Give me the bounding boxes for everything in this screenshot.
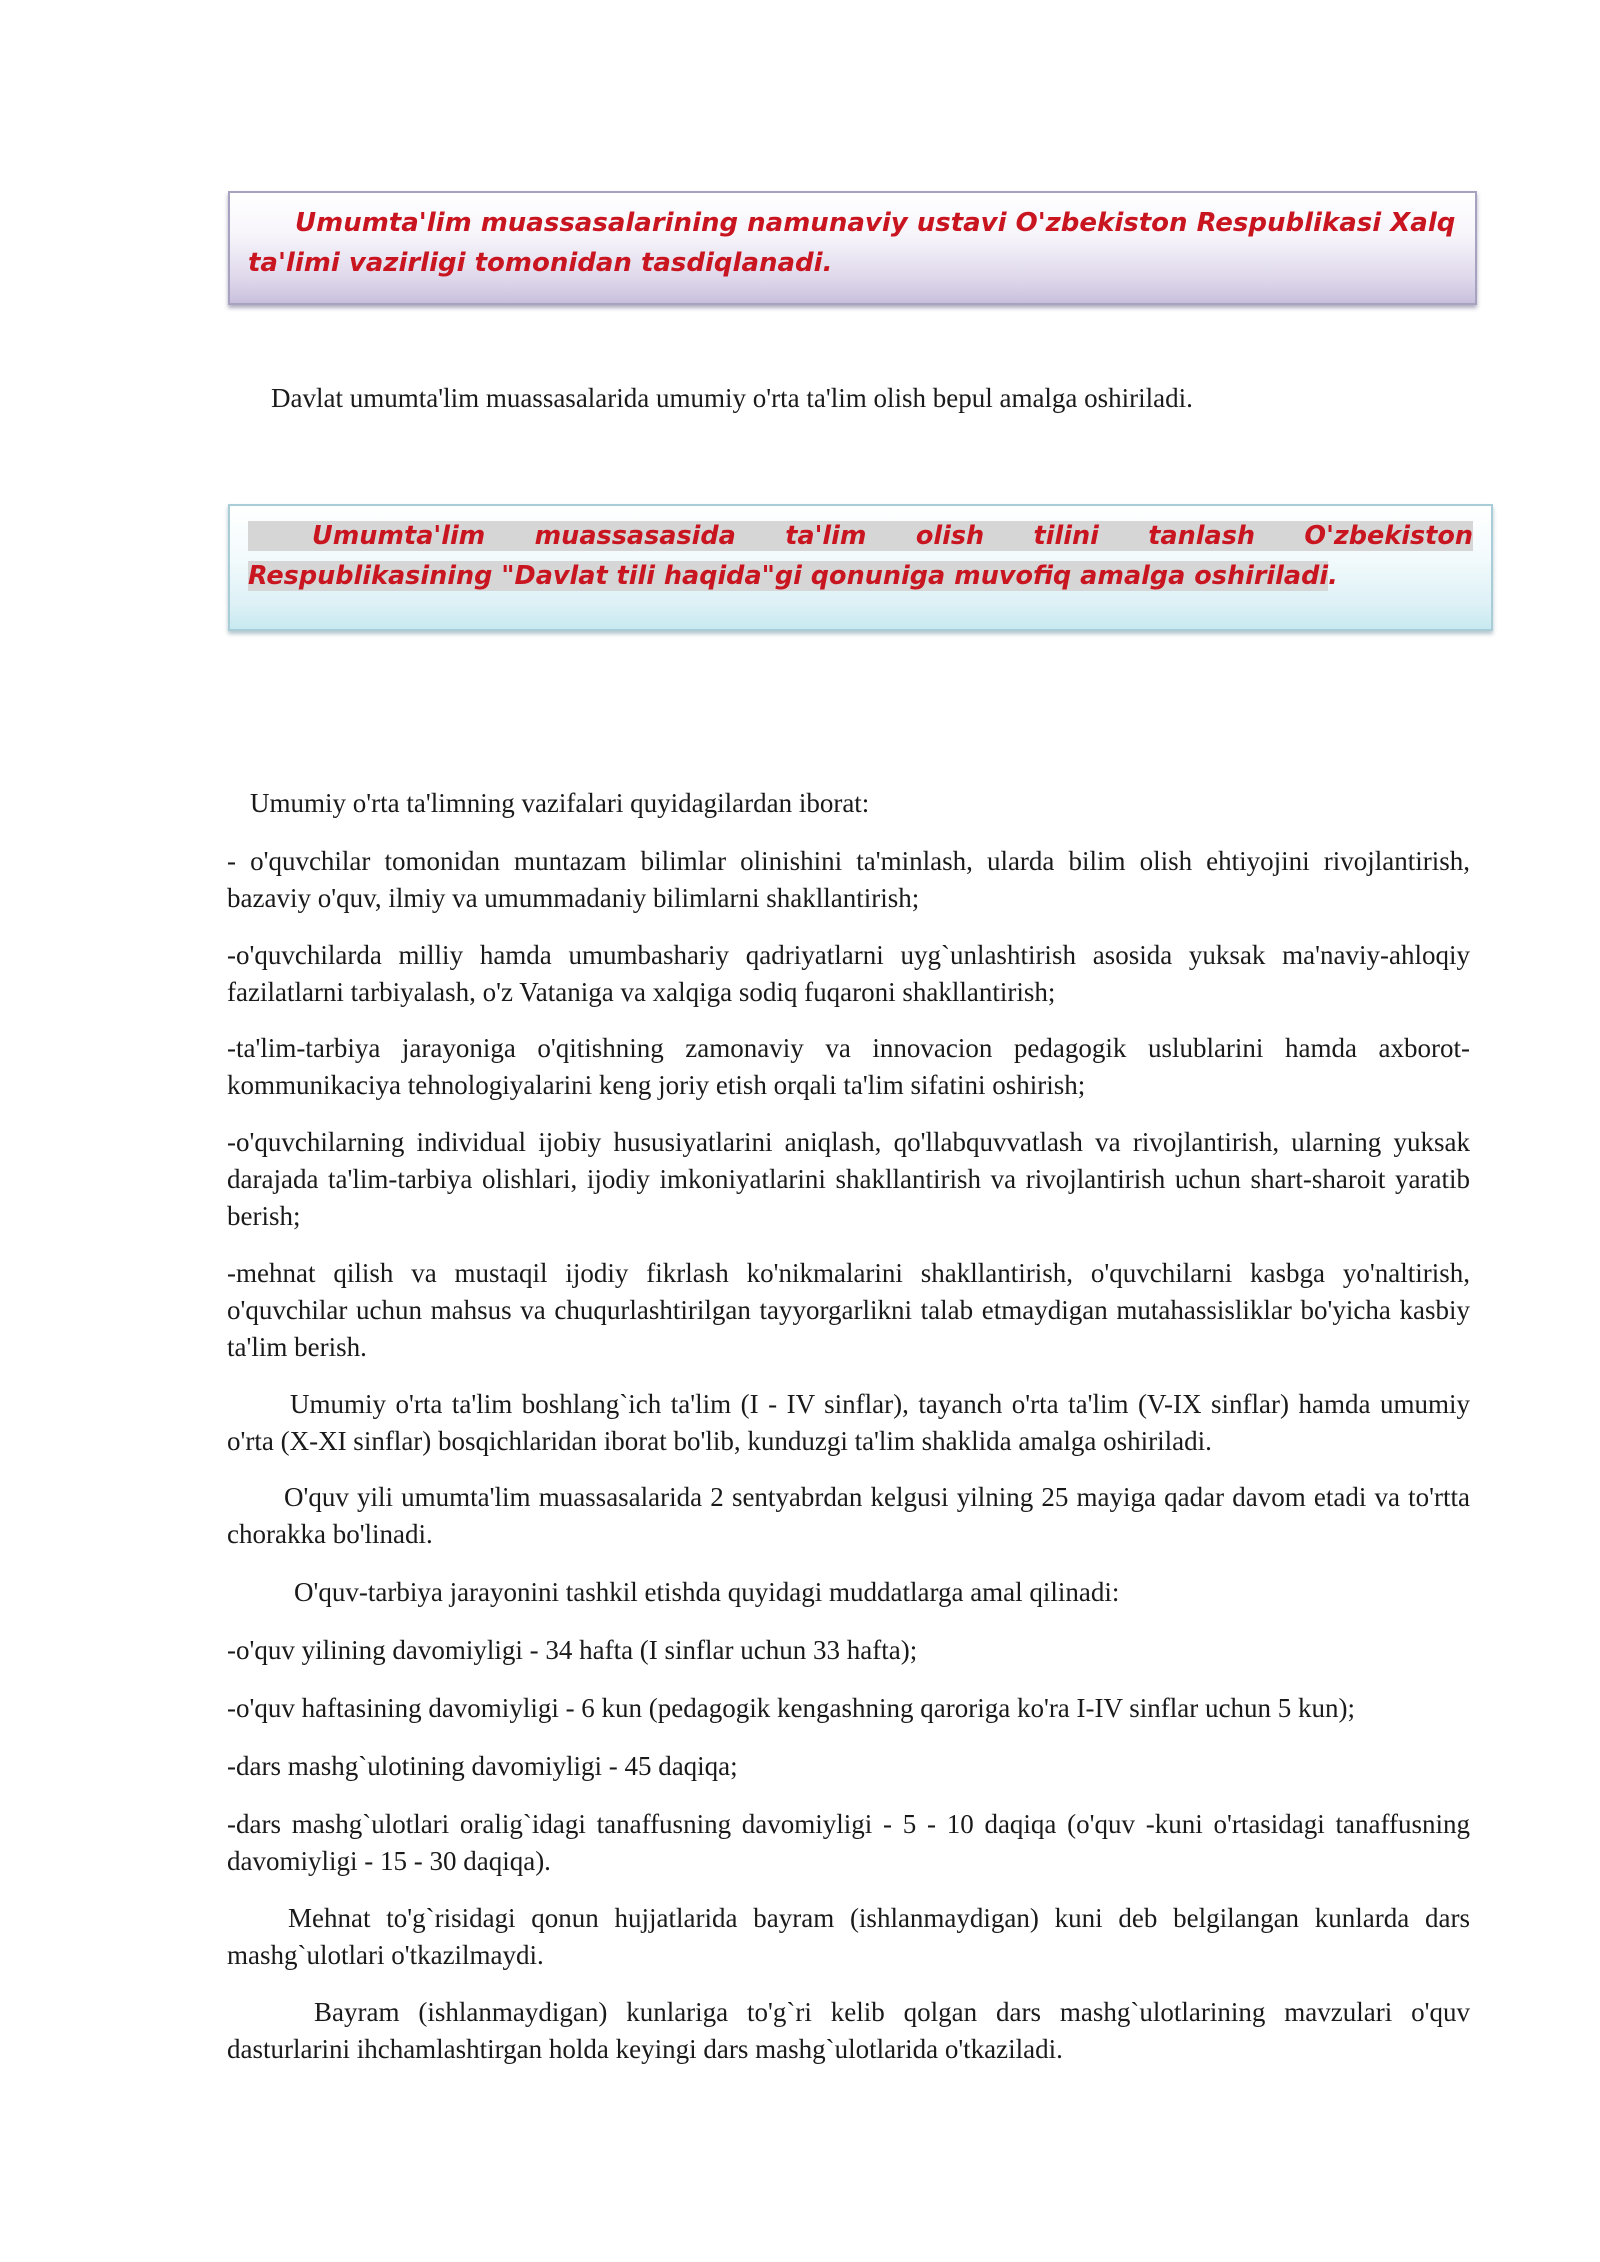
- paragraph-tasks-intro: Umumiy o'rta ta'limning vazifalari quyidagilardan iborat:: [250, 788, 870, 818]
- callout-standard-charter-text: Umumta'lim muassasalarining namunaviy ustavi O'zbekiston Respublikasi Xalq ta'limi vazirligi tomonidan tasdiqlanadi.: [248, 208, 1456, 278]
- list-item-term-1: -o'quv yilining davomiyligi - 34 hafta (I sinflar uchun 33 hafta);: [227, 1635, 918, 1665]
- paragraph-holiday-topics: Bayram (ishlanmaydigan) kunlariga to'g`ri kelib qolgan dars mashg`ulotlarining mavzulari o'quv dasturlarini ihchamlashtirgan holda keyingi dars mashg`ulotlarida o'tkaziladi.: [227, 1997, 1470, 2064]
- list-item-term-4: -dars mashg`ulotlari oralig`idagi tanaffusning davomiyligi - 5 - 10 daqiqa (o'quv -kuni o'rtasidagi tanaffusning davomiyligi - 15 - 30 daqiqa).: [227, 1809, 1470, 1876]
- callout-standard-charter: [228, 191, 1477, 305]
- paragraph-school-year: O'quv yili umumta'lim muassasalarida 2 sentyabrdan kelgusi yilning 25 mayiga qadar davom etadi va to'rtta chorakka bo'linadi.: [227, 1482, 1470, 1549]
- list-item-task-5: -mehnat qilish va mustaqil ijodiy fikrlash ko'nikmalarini shakllantirish, o'quvchilarni kasbga yo'naltirish, o'quvchilar uchun mahsus va chuqurlashtirilgan tayyorgarlikni talab etmaydigan mutahassisliklar bo'yicha kasbiy ta'lim berish.: [227, 1258, 1470, 1362]
- list-item-task-4: -o'quvchilarning individual ijobiy hususiyatlarini aniqlash, qo'llabquvvatlash va rivojlantirish, ularning yuksak darajada ta'lim-tarbiya olishlari, ijodiy imkoniyatlarini shakllantirish va rivojlantirish uchun shart-sharoit yaratib berish;: [227, 1127, 1470, 1231]
- list-item-term-2: -o'quv haftasining davomiyligi - 6 kun (pedagogik kengashning qaroriga ko'ra I-IV sinflar uchun 5 kun);: [227, 1693, 1355, 1723]
- paragraph-free-education: Davlat umumta'lim muassasalarida umumiy o'rta ta'lim olish bepul amalga oshiriladi.: [271, 383, 1193, 413]
- callout-language-choice-text: Umumta'lim muassasasida ta'lim olish tilini tanlash O'zbekiston Respublikasining "Davlat tili haqida"gi qonuniga muvofiq amalga oshiriladi: [248, 521, 1473, 591]
- paragraph-education-stages: Umumiy o'rta ta'lim boshlang`ich ta'lim (I - IV sinflar), tayanch o'rta ta'lim (V-IX sinflar) hamda umumiy o'rta (X-XI sinflar) bosqichlaridan iborat bo'lib, kunduzgi ta'lim shaklida amalga oshiriladi.: [227, 1389, 1470, 1456]
- list-item-task-3: -ta'lim-tarbiya jarayoniga o'qitishning zamonaviy va innovacion pedagogik uslublarini hamda axborot-kommunikaciya tehnologiyalarini keng joriy etish orqali ta'lim sifatini oshirish;: [227, 1033, 1470, 1100]
- paragraph-terms-intro: O'quv-tarbiya jarayonini tashkil etishda quyidagi muddatlarga amal qilinadi:: [294, 1577, 1120, 1607]
- callout-language-choice: Umumta'lim muassasasida ta'lim olish tilini tanlash O'zbekiston Respublikasining "Davlat tili haqida"gi qonuniga muvofiq amalga oshiriladi.: [228, 504, 1493, 631]
- list-item-task-2: -o'quvchilarda milliy hamda umumbashariy qadriyatlarni uyg`unlashtirish asosida yuksak ma'naviy-ahloqiy fazilatlarni tarbiyalash, o'z Vataniga va xalqiga sodiq fuqaroni shakllantirish;: [227, 940, 1470, 1007]
- paragraph-holidays: Mehnat to'g`risidagi qonun hujjatlarida bayram (ishlanmaydigan) kuni deb belgilangan kunlarda dars mashg`ulotlari o'tkazilmaydi.: [227, 1903, 1470, 1970]
- list-item-task-1: - o'quvchilar tomonidan muntazam bilimlar olinishini ta'minlash, ularda bilim olish ehtiyojini rivojlantirish, bazaviy o'quv, ilmiy va umummadaniy bilimlarni shakllantirish;: [227, 846, 1470, 913]
- list-item-term-3: -dars mashg`ulotining davomiyligi - 45 daqiqa;: [227, 1751, 738, 1781]
